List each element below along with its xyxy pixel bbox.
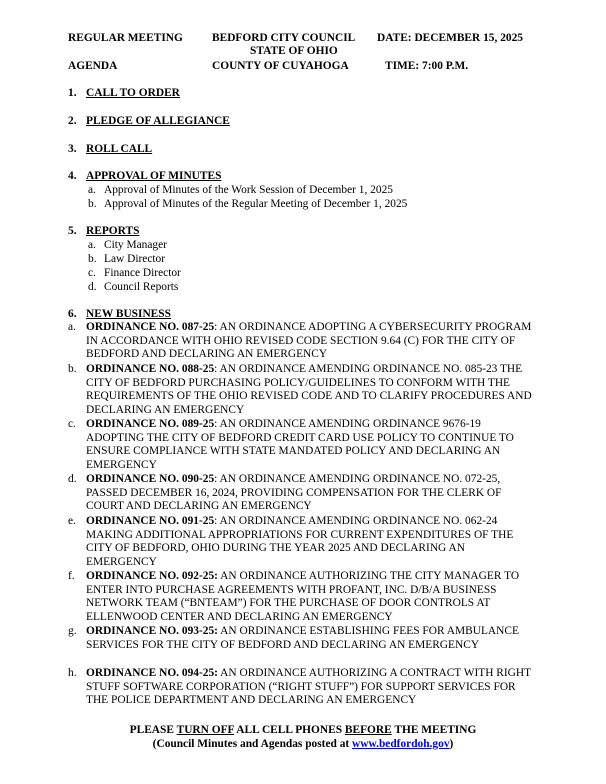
section-call-to-order	[68, 87, 180, 101]
ordinance-number: ORDINANCE NO. 090-25	[86, 473, 215, 485]
ordinance-item	[68, 515, 538, 569]
ordinance-item	[68, 321, 538, 362]
section-approval-of-minutes	[68, 170, 221, 184]
state-name: STATE OF OHIO	[250, 45, 338, 57]
ordinance-item	[68, 363, 538, 417]
ordinance-number: ORDINANCE NO. 087-25	[86, 321, 215, 333]
list-item	[88, 184, 393, 198]
item-letter: h.	[68, 667, 77, 679]
item-letter: a.	[88, 239, 96, 251]
item-letter: d.	[88, 281, 97, 293]
county-name: COUNTY OF CUYAHOGA	[212, 60, 349, 72]
ordinance-item	[68, 418, 538, 472]
item-letter: d.	[68, 473, 77, 485]
list-item	[88, 198, 407, 212]
document-type: AGENDA	[68, 60, 118, 72]
section-title: ROLL CALL	[86, 143, 153, 155]
ordinance-text: : AN ORDINANCE AMENDING ORDINANCE 9676-19 ADOPTING THE CITY OF BEDFORD CREDIT CARD USE POLICY TO CONTINUE TO ENSURE COMPLIANCE WITH STATE MANDATED POLICY AND DECLARING AN EMERGENCY	[86, 418, 514, 471]
footer-cell-phone-notice	[0, 724, 606, 738]
meeting-type: REGULAR MEETING	[68, 32, 183, 44]
section-title: PLEDGE OF ALLEGIANCE	[86, 115, 230, 127]
section-number: 1.	[68, 87, 77, 99]
ordinance-text: : AN ORDINANCE AMENDING ORDINANCE NO. 085-23 THE CITY OF BEDFORD PURCHASING POLICY/GUIDELINES TO CONFORM WITH THE REQUIREMENTS OF THE OHIO REVISED CODE AND TO CLARIFY PROCEDURES AND DECLARING AN EMERGENCY	[86, 363, 532, 416]
item-text: City Manager	[104, 239, 167, 251]
item-letter: c.	[88, 267, 96, 279]
footer-text: ALL CELL PHONES	[234, 724, 345, 736]
ordinance-text: AN ORDINANCE AUTHORIZING A CONTRACT WITH RIGHT STUFF SOFTWARE CORPORATION (“RIGHT STUFF”) FOR SUPPORT SERVICES FOR THE POLICE DEPARTMENT AND DECLARING AN EMERGENCY	[86, 667, 531, 707]
section-pledge	[68, 115, 230, 129]
item-letter: b.	[88, 253, 97, 265]
ordinance-number: ORDINANCE NO. 091-25	[86, 515, 215, 527]
ordinance-number: ORDINANCE NO. 092-25:	[86, 570, 218, 582]
list-item	[88, 253, 165, 267]
item-letter: g.	[68, 625, 77, 637]
list-item	[88, 267, 181, 281]
section-number: 4.	[68, 170, 77, 182]
ordinance-text: : AN ORDINANCE AMENDING ORDINANCE NO. 072-25, PASSED DECEMBER 16, 2024, PROVIDING COMPENSATION FOR THE CLERK OF COURT AND DECLARING AN EMERGENCY	[86, 473, 502, 513]
ordinance-text: AN ORDINANCE AUTHORIZING THE CITY MANAGER TO ENTER INTO PURCHASE AGREEMENTS WITH PROFANT, INC. D/B/A BUSINESS NETWORK TEAM (“BNTEAM”) FOR THE PURCHASE OF DOOR CONTROLS AT ELLENWOOD CENTER AND DECLARING AN EMERGENCY	[86, 570, 520, 623]
section-title: REPORTS	[86, 225, 140, 237]
list-item	[88, 239, 167, 253]
list-item	[88, 281, 178, 295]
ordinance-item	[68, 473, 538, 514]
section-roll-call	[68, 143, 152, 157]
ordinance-item	[68, 570, 538, 624]
ordinance-text: AN ORDINANCE ESTABLISHING FEES FOR AMBULANCE SERVICES FOR THE CITY OF BEDFORD AND DECLARING AN EMERGENCY	[86, 625, 519, 651]
footer-emphasis: TURN OFF	[176, 724, 235, 736]
footer-text: PLEASE	[129, 724, 177, 736]
item-text: Finance Director	[104, 267, 181, 279]
section-number: 5.	[68, 225, 77, 237]
item-letter: b.	[68, 363, 77, 375]
website-link[interactable]: www.bedfordoh.gov	[352, 738, 450, 750]
ordinance-number: ORDINANCE NO. 088-25	[86, 363, 215, 375]
item-letter: a.	[88, 184, 96, 196]
section-title: NEW BUSINESS	[86, 308, 171, 320]
section-number: 2.	[68, 115, 77, 127]
section-title: APPROVAL OF MINUTES	[86, 170, 222, 182]
footer-text: )	[449, 738, 454, 750]
item-text: Approval of Minutes of the Work Session of December 1, 2025	[104, 184, 393, 196]
section-number: 3.	[68, 143, 77, 155]
footer-website-notice	[0, 738, 606, 752]
ordinance-number: ORDINANCE NO. 094-25:	[86, 667, 218, 679]
ordinance-item	[68, 625, 538, 652]
section-title: CALL TO ORDER	[86, 87, 180, 99]
item-text: Council Reports	[104, 281, 179, 293]
ordinance-item	[68, 667, 538, 708]
meeting-time: TIME: 7:00 P.M.	[385, 60, 469, 72]
footer-emphasis: BEFORE	[344, 724, 392, 736]
item-letter: c.	[68, 418, 76, 430]
section-reports	[68, 225, 139, 239]
section-number: 6.	[68, 308, 77, 320]
ordinance-number: ORDINANCE NO. 089-25	[86, 418, 215, 430]
item-text: Law Director	[104, 253, 166, 265]
footer-text: (Council Minutes and Agendas posted at	[152, 738, 353, 750]
item-letter: a.	[68, 321, 76, 333]
council-name: BEDFORD CITY COUNCIL	[212, 32, 356, 44]
item-letter: f.	[68, 570, 75, 582]
ordinance-text: : AN ORDINANCE AMENDING ORDINANCE NO. 062-24 MAKING ADDITIONAL APPROPRIATIONS FOR CURRENT EXPENDITURES OF THE CITY OF BEDFORD, OHIO DURING THE YEAR 2025 AND DECLARING AN EMERGENCY	[86, 515, 514, 568]
ordinance-number: ORDINANCE NO. 093-25:	[86, 625, 218, 637]
item-letter: e.	[68, 515, 76, 527]
ordinance-text: : AN ORDINANCE ADOPTING A CYBERSECURITY PROGRAM IN ACCORDANCE WITH OHIO REVISED CODE SECTION 9.64 (C) FOR THE CITY OF BEDFORD AND DECLARING AN EMERGENCY	[86, 321, 532, 361]
meeting-date: DATE: DECEMBER 15, 2025	[377, 32, 523, 44]
item-text: Approval of Minutes of the Regular Meeting of December 1, 2025	[104, 198, 408, 210]
item-letter: b.	[88, 198, 97, 210]
section-new-business	[68, 308, 171, 322]
footer-text: THE MEETING	[391, 724, 477, 736]
